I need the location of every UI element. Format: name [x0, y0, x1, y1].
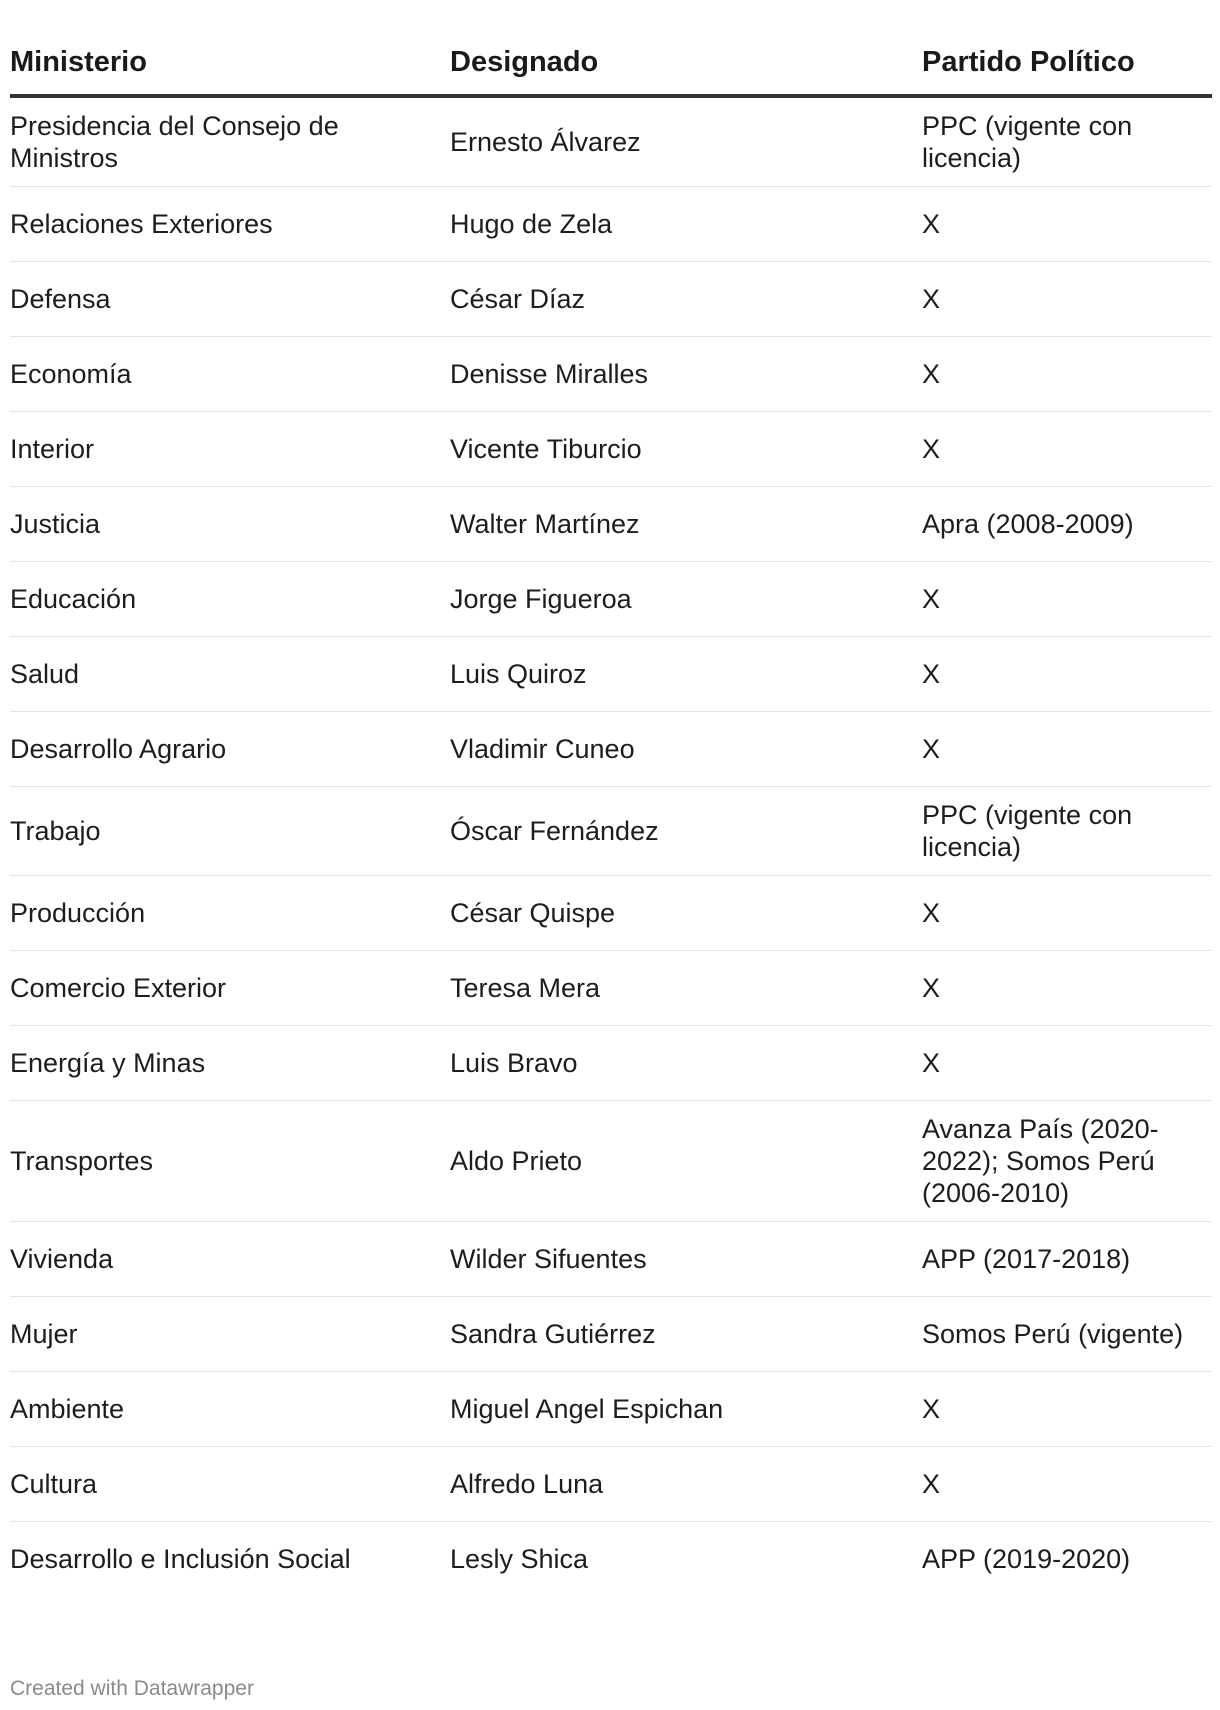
cell-ministerio: Comercio Exterior	[10, 951, 450, 1026]
cell-designado: Teresa Mera	[450, 951, 922, 1026]
table-row	[10, 412, 1212, 487]
cell-ministerio: Justicia	[10, 487, 450, 562]
header-ministerio[interactable]: Ministerio	[10, 30, 450, 96]
cell-designado: Sandra Gutiérrez	[450, 1297, 922, 1372]
cell-designado: Lesly Shica	[450, 1544, 589, 1574]
cell-partido: X	[922, 637, 1212, 712]
table-row	[10, 337, 1212, 412]
cell-designado: Vladimir Cuneo	[450, 712, 922, 787]
cell-designado: Luis Quiroz	[450, 637, 922, 712]
table-row	[10, 1222, 1212, 1297]
cell-ministerio: Desarrollo e Inclusión Social	[10, 1544, 351, 1574]
cell-designado: Alfredo Luna	[450, 1447, 922, 1522]
cell-ministerio: Trabajo	[10, 787, 450, 876]
header-designado[interactable]: Designado	[450, 30, 922, 96]
cell-partido: X	[922, 951, 1212, 1026]
cell-partido: X	[922, 187, 1212, 262]
cell-partido: APP (2017-2018)	[922, 1222, 1212, 1297]
cell-ministerio: Energía y Minas	[10, 1026, 450, 1101]
cell-designado: Ernesto Álvarez	[450, 96, 922, 187]
cell-partido: Avanza País (2020-2022); Somos Perú (2006-2010)	[922, 1101, 1212, 1222]
cell-ministerio: Relaciones Exteriores	[10, 187, 450, 262]
header-row	[10, 30, 1212, 96]
cell-designado: Wilder Sifuentes	[450, 1222, 922, 1297]
cell-partido: APP (2019-2020)	[922, 1544, 1131, 1574]
table-row	[10, 1297, 1212, 1372]
cell-partido: X	[922, 876, 1212, 951]
table-row	[10, 876, 1212, 951]
cell-ministerio: Vivienda	[10, 1222, 450, 1297]
table-row	[10, 1447, 1212, 1522]
cell-ministerio: Transportes	[10, 1101, 450, 1222]
cell-ministerio: Mujer	[10, 1297, 450, 1372]
cell-designado: Walter Martínez	[450, 487, 922, 562]
cell-partido: X	[922, 712, 1212, 787]
cell-ministerio: Ambiente	[10, 1372, 450, 1447]
cell-partido: Apra (2008-2009)	[922, 487, 1212, 562]
cell-ministerio: Salud	[10, 637, 450, 712]
table-row	[10, 262, 1212, 337]
table-row	[10, 637, 1212, 712]
cell-partido: X	[922, 562, 1212, 637]
cell-partido: PPC (vigente con licencia)	[922, 96, 1212, 187]
table-row	[10, 1101, 1212, 1222]
cell-ministerio: Economía	[10, 337, 450, 412]
cell-partido: X	[922, 1447, 1212, 1522]
cell-designado: Óscar Fernández	[450, 787, 922, 876]
cell-designado: Miguel Angel Espichan	[450, 1372, 922, 1447]
cell-ministerio: Educación	[10, 562, 450, 637]
cell-partido: X	[922, 262, 1212, 337]
cell-partido: X	[922, 1372, 1212, 1447]
table-row	[10, 562, 1212, 637]
table-header	[10, 30, 1212, 96]
table-row	[10, 1522, 1212, 1597]
cell-ministerio: Presidencia del Consejo de Ministros	[10, 96, 450, 187]
cell-ministerio: Interior	[10, 412, 450, 487]
cell-designado: Luis Bravo	[450, 1026, 922, 1101]
table-row	[10, 787, 1212, 876]
ministers-table	[10, 30, 1212, 1596]
cell-designado: Aldo Prieto	[450, 1101, 922, 1222]
cell-designado: Denisse Miralles	[450, 337, 922, 412]
table-row	[10, 712, 1212, 787]
cell-designado: Hugo de Zela	[450, 187, 922, 262]
cell-ministerio: Desarrollo Agrario	[10, 712, 450, 787]
table-row	[10, 96, 1212, 187]
table-row	[10, 1372, 1212, 1447]
table-body	[10, 96, 1212, 1596]
table-row	[10, 951, 1212, 1026]
cell-partido: X	[922, 1026, 1212, 1101]
table-row	[10, 1026, 1212, 1101]
cell-ministerio: Cultura	[10, 1447, 450, 1522]
cell-designado: Vicente Tiburcio	[450, 412, 922, 487]
cell-designado: César Díaz	[450, 262, 922, 337]
cell-ministerio: Defensa	[10, 262, 450, 337]
cell-partido: Somos Perú (vigente)	[922, 1297, 1212, 1372]
cell-designado: Jorge Figueroa	[450, 562, 922, 637]
cell-designado: César Quispe	[450, 876, 922, 951]
table-row	[10, 487, 1212, 562]
cell-partido: PPC (vigente con licencia)	[922, 787, 1212, 876]
header-partido-politico[interactable]: Partido Político	[922, 30, 1212, 96]
cell-partido: X	[922, 412, 1212, 487]
cell-ministerio: Producción	[10, 876, 450, 951]
cell-partido: X	[922, 337, 1212, 412]
datawrapper-credit: Created with Datawrapper	[10, 1677, 254, 1700]
table-row	[10, 187, 1212, 262]
ministers-table-container	[10, 30, 1212, 1596]
